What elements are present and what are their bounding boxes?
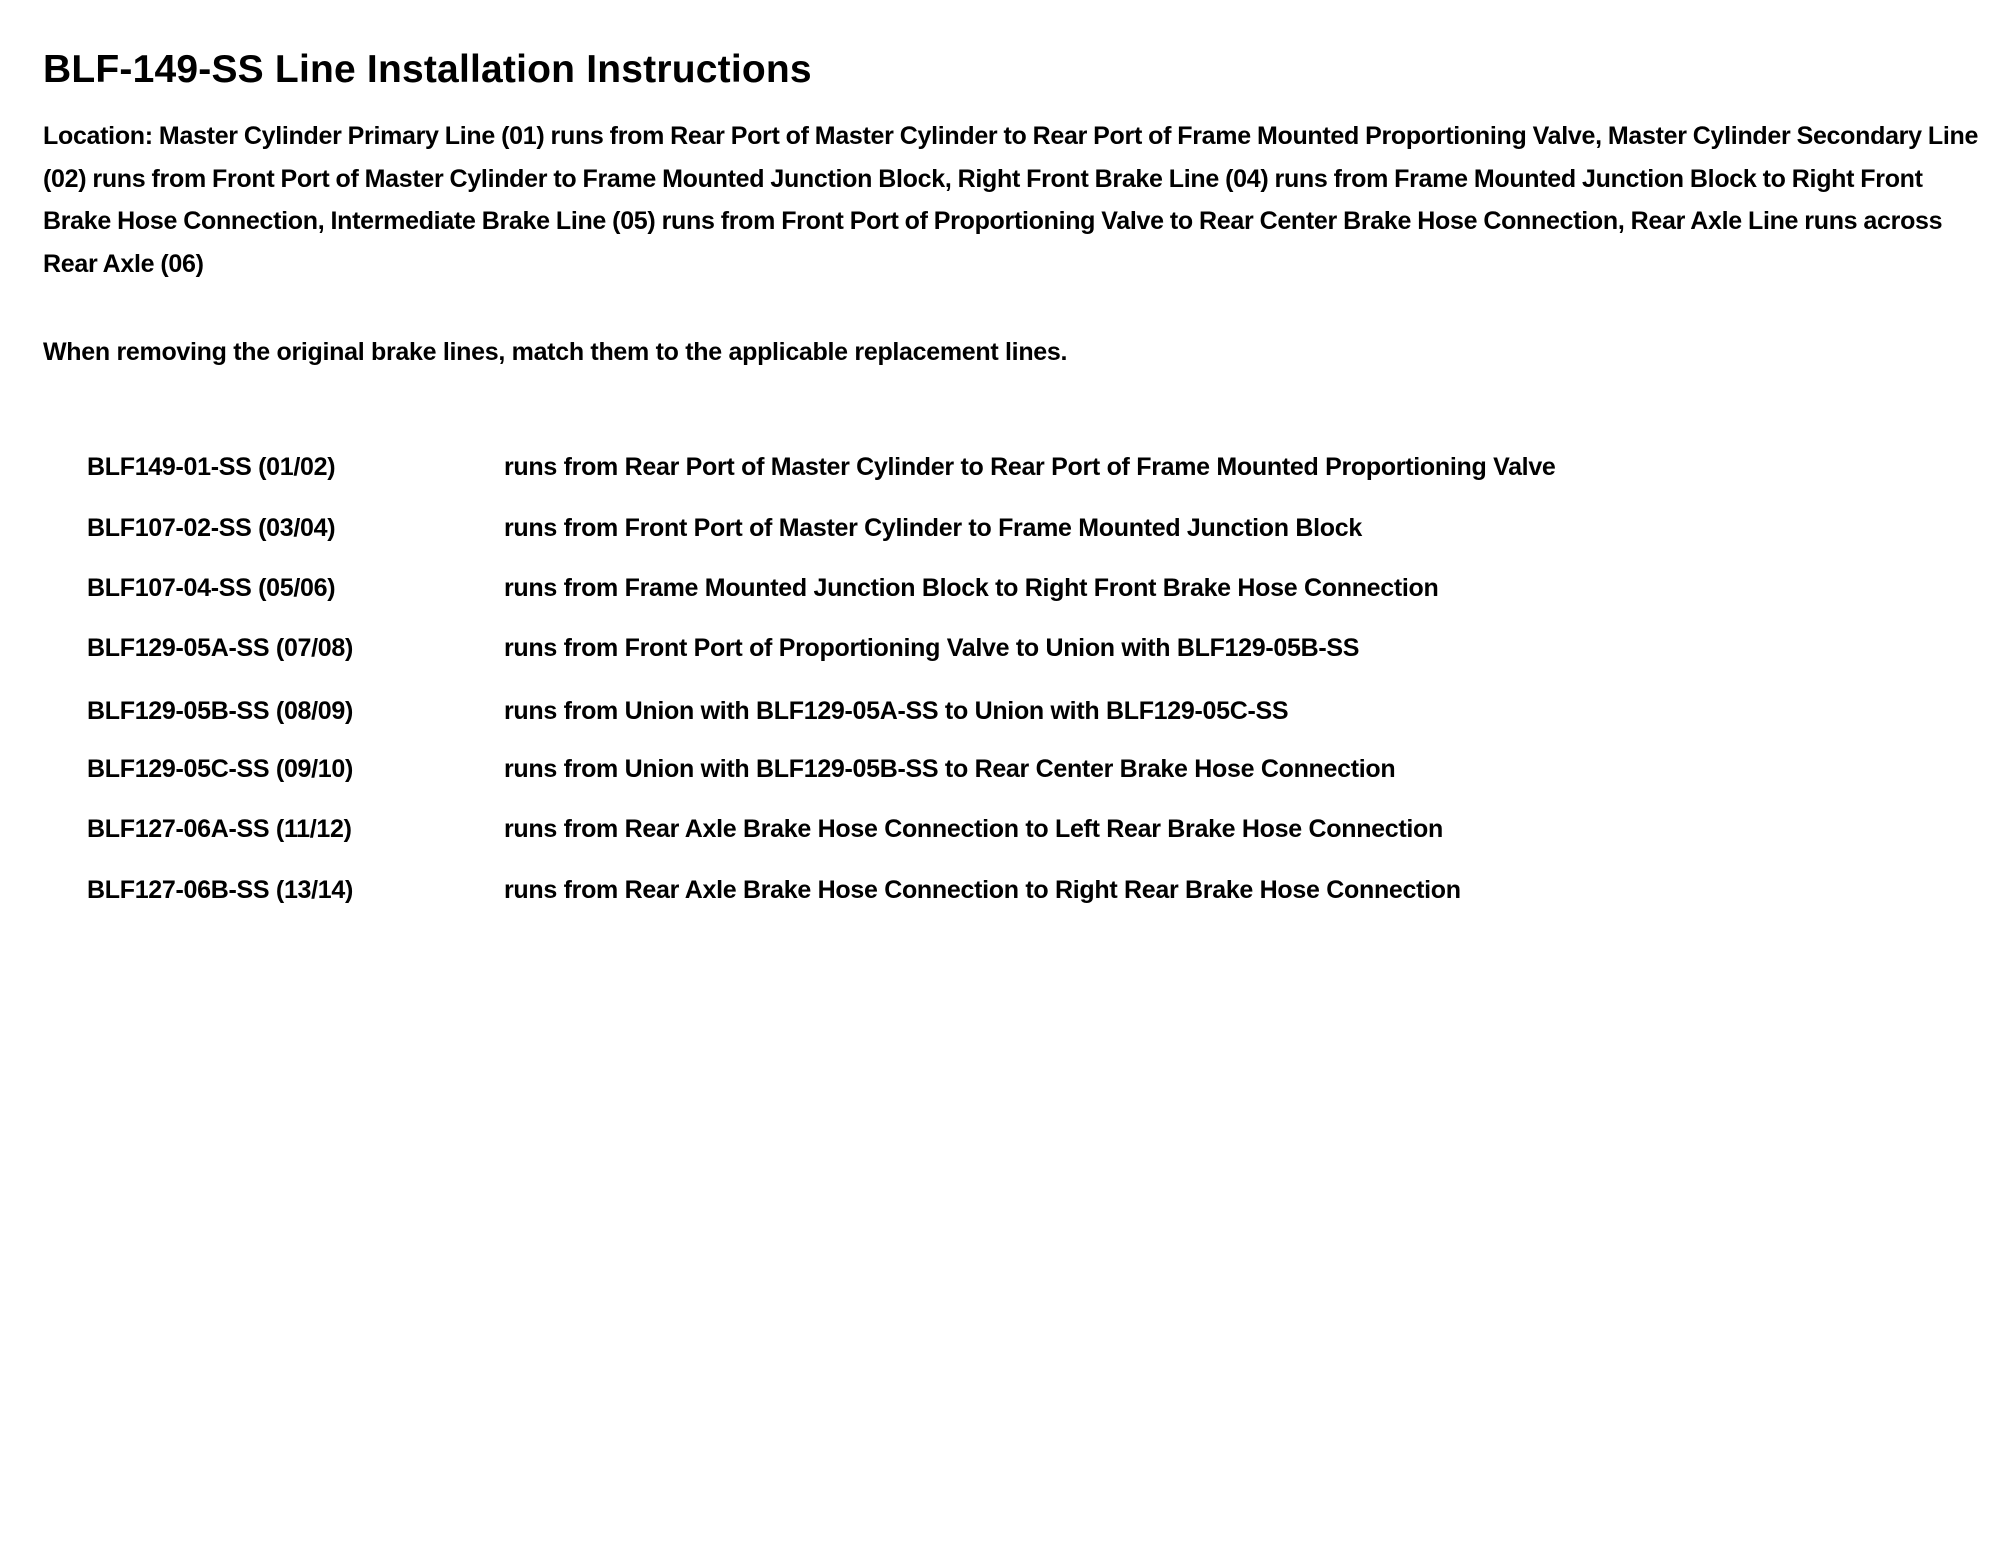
line-description: runs from Frame Mounted Junction Block to Right Front Brake Hose Connection bbox=[504, 574, 1439, 602]
line-description: runs from Rear Axle Brake Hose Connection to Left Rear Brake Hose Connection bbox=[504, 815, 1443, 843]
line-part-number: BLF127-06A-SS (11/12) bbox=[87, 815, 352, 843]
line-part-number: BLF149-01-SS (01/02) bbox=[87, 453, 336, 481]
line-description: runs from Rear Port of Master Cylinder to Rear Port of Frame Mounted Proportioning Valve bbox=[504, 453, 1556, 481]
line-description: runs from Rear Axle Brake Hose Connection to Right Rear Brake Hose Connection bbox=[504, 876, 1461, 904]
brake-line-row bbox=[87, 453, 1967, 493]
line-part-number: BLF127-06B-SS (13/14) bbox=[87, 876, 354, 904]
brake-line-row bbox=[87, 697, 1967, 737]
removal-note: When removing the original brake lines, match them to the applicable replacement lines. bbox=[43, 338, 1068, 366]
brake-line-row bbox=[87, 514, 1967, 554]
line-part-number: BLF129-05C-SS (09/10) bbox=[87, 755, 354, 783]
line-description: runs from Union with BLF129-05A-SS to Union with BLF129-05C-SS bbox=[504, 697, 1289, 725]
line-part-number: BLF107-04-SS (05/06) bbox=[87, 574, 336, 602]
brake-line-row bbox=[87, 876, 1967, 916]
line-part-number: BLF129-05A-SS (07/08) bbox=[87, 634, 354, 662]
line-description: runs from Front Port of Proportioning Valve to Union with BLF129-05B-SS bbox=[504, 634, 1360, 662]
line-part-number: BLF107-02-SS (03/04) bbox=[87, 514, 336, 542]
page-title: BLF-149-SS Line Installation Instructions bbox=[43, 48, 812, 91]
location-paragraph: Location: Master Cylinder Primary Line (01) runs from Rear Port of Master Cylinder to Rear Port of Frame Mounted Proportioning Valve, Master Cylinder Secondary Line (02) runs from Front Port of Master Cylinder to Frame Mounted Junction Block, Right Front Brake Line (04) runs from Frame Mounted Junction Block to Right Front Brake Hose Connection, Intermediate Brake Line (05) runs from Front Port of Proportioning Valve to Rear Center Brake Hose Connection, Rear Axle Line runs across Rear Axle (06) bbox=[43, 122, 1979, 278]
line-description: runs from Union with BLF129-05B-SS to Rear Center Brake Hose Connection bbox=[504, 755, 1396, 783]
brake-line-list bbox=[87, 0, 1967, 950]
brake-line-row bbox=[87, 755, 1967, 795]
brake-line-row bbox=[87, 634, 1967, 674]
line-description: runs from Front Port of Master Cylinder to Frame Mounted Junction Block bbox=[504, 514, 1362, 542]
brake-line-row bbox=[87, 574, 1967, 614]
line-part-number: BLF129-05B-SS (08/09) bbox=[87, 697, 354, 725]
brake-line-row bbox=[87, 815, 1967, 855]
